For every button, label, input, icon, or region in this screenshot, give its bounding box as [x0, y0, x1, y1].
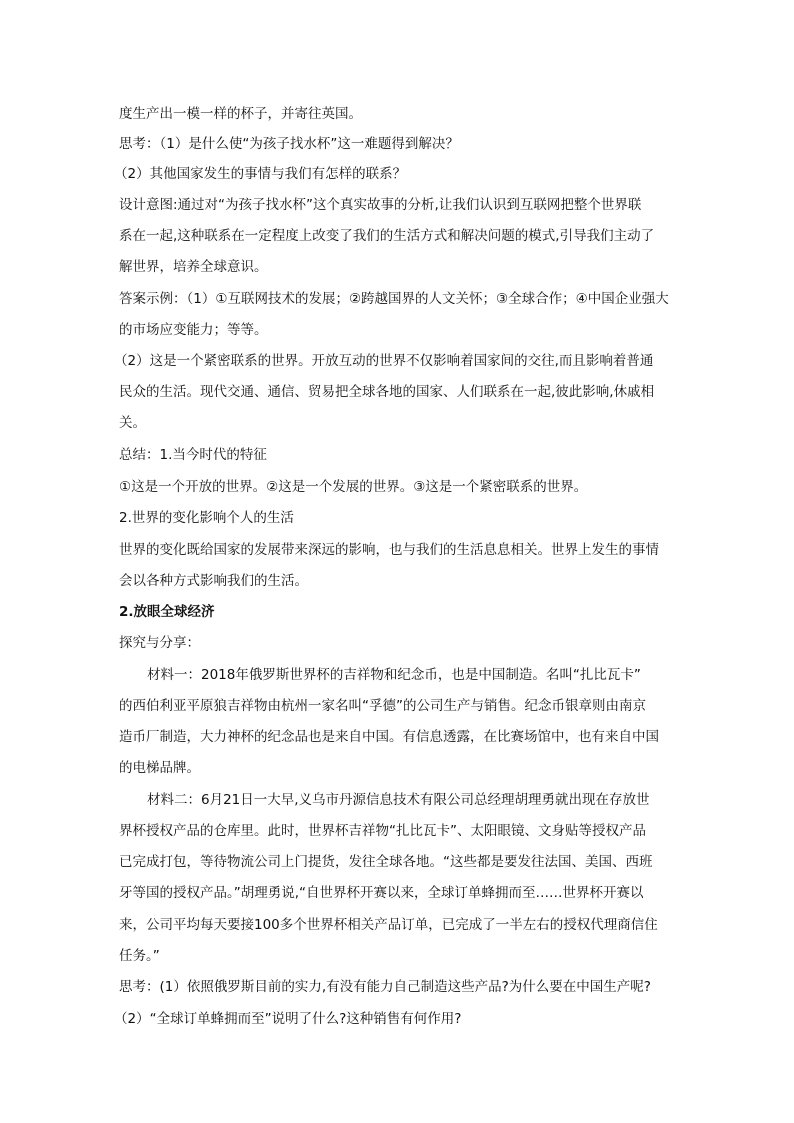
- material-two-line: 界杯授权产品的仓库里。此时，世界杯吉祥物“扎比瓦卡”、太阳眼镜、文身贴等授权产品: [119, 823, 646, 839]
- answer-example-line: （2）这是一个紧密联系的世界。开放互动的世界不仅影响着国家间的交往,而且影响着普通: [114, 353, 654, 369]
- think-question-line: （2）“全球订单蜂拥而至”说明了什么?这种销售有何作用?: [114, 1011, 462, 1027]
- answer-example-line: 关。: [119, 415, 146, 431]
- material-two-line: 任务。”: [119, 948, 160, 964]
- think-question-line: 思考：(1）依照俄罗斯目前的实力,有没有能力自己制造这些产品?为什么要在中国生产呢?: [119, 979, 651, 995]
- think-question-1: 思考：（1）是什么使“为孩子找水杯”这一难题得到解决？: [119, 136, 459, 152]
- summary-subheading: 2.世界的变化影响个人的生活: [119, 510, 294, 526]
- summary-line: 会以各种方式影响我们的生活。: [119, 573, 308, 589]
- design-intent-line: 解世界，培养全球意识。: [119, 259, 268, 275]
- answer-example-line: 的市场应变能力；等等。: [119, 322, 268, 338]
- material-two-line: 材料二：6月21日一大早,义乌市丹源信息技术有限公司总经理胡理勇就出现在存放世: [147, 792, 650, 808]
- section-heading: 2.放眼全球经济: [119, 604, 215, 620]
- material-two-line: 来，公司平均每天要接100多个世界杯相关产品订单，已完成了一半左右的授权代理商信住: [119, 917, 658, 933]
- material-one-line: 材料一：2018年俄罗斯世界杯的吉祥物和纪念币，也是中国制造。名叫“扎比瓦卡”: [147, 667, 641, 683]
- answer-example-line: 民众的生活。现代交通、通信、贸易把全球各地的国家、人们联系在一起,彼此影响,休戚相: [119, 384, 655, 400]
- summary-line: 世界的变化既给国家的发展带来深远的影响，也与我们的生活息息相关。世界上发生的事情: [119, 542, 659, 558]
- material-two-line: 牙等国的授权产品。”胡理勇说,“自世界杯开赛以来，全球订单蜂拥而至……世界杯开赛以: [119, 885, 644, 901]
- design-intent-line: 设计意图:通过对“为孩子找水杯”这个真实故事的分析,让我们认识到互联网把整个世界联: [119, 197, 642, 213]
- material-one-line: 的电梯品牌。: [119, 760, 200, 776]
- explore-share-label: 探究与分享：: [119, 635, 200, 651]
- answer-example-line: 答案示例：（1）①互联网技术的发展；②跨越国界的人文关怀；③全球合作；④中国企业强大: [119, 291, 669, 307]
- material-two-line: 已完成打包，等待物流公司上门提货，发往全球各地。“这些都是要发往法国、美国、西班: [119, 854, 653, 870]
- design-intent-line: 系在一起,这种联系在一定程度上改变了我们的生活方式和解决问题的模式,引导我们主动了: [119, 228, 655, 244]
- material-one-line: 造币厂制造，大力神杯的纪念品也是来自中国。有信息透露，在比赛场馆中，也有来自中国: [119, 729, 659, 745]
- text-line: 度生产出一模一样的杯子，并寄往英国。: [119, 106, 362, 122]
- summary-line: ①这是一个开放的世界。②这是一个发展的世界。③这是一个紧密联系的世界。: [119, 479, 588, 495]
- think-question-2: （2）其他国家发生的事情与我们有怎样的联系？: [114, 166, 407, 182]
- material-one-line: 的西伯利亚平原狼吉祥物由杭州一家名叫“孚德”的公司生产与销售。纪念币银章则由南京: [119, 698, 646, 714]
- summary-heading: 总结：1.当今时代的特征: [119, 447, 267, 463]
